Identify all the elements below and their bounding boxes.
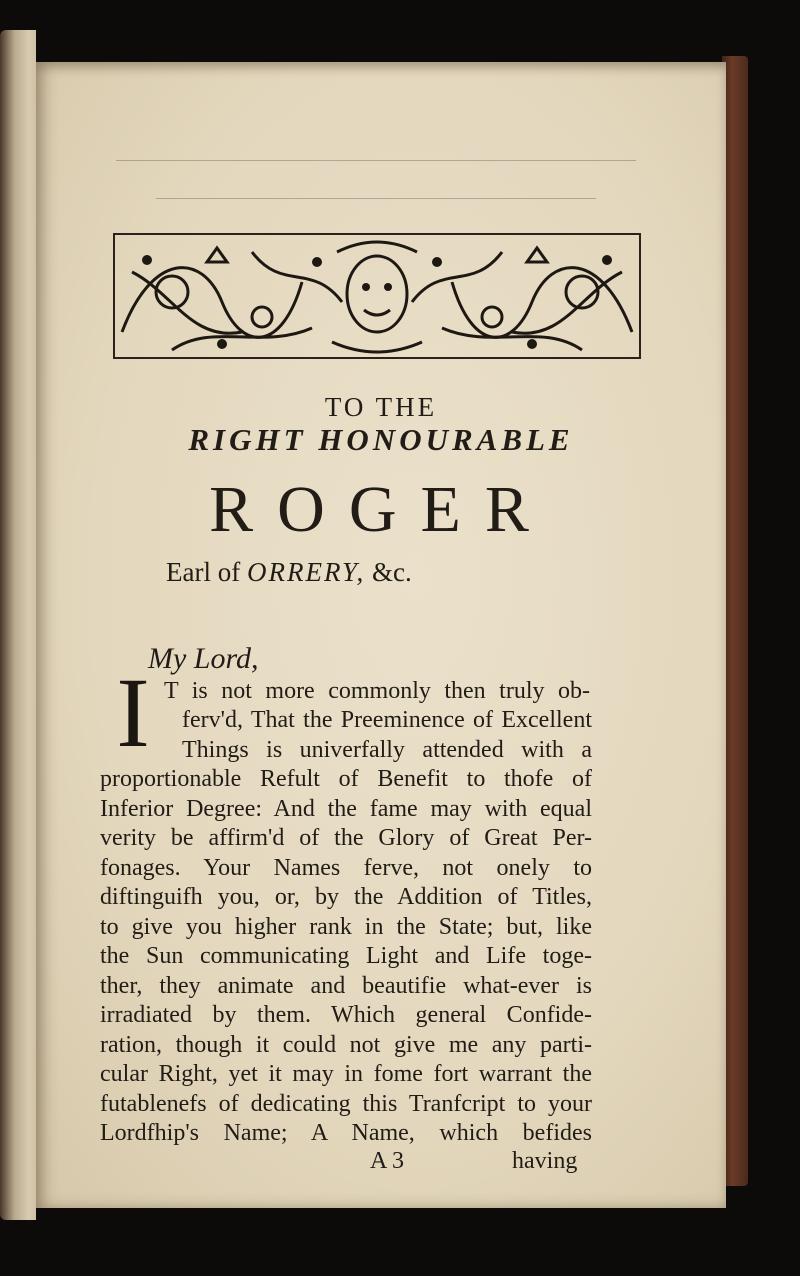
signature-mark: A 3 — [370, 1148, 405, 1174]
body-line: Inferior Degree: And the fame may with equal — [100, 796, 592, 822]
honourable-line: RIGHT HONOURABLE — [188, 422, 574, 457]
earl-label: Earl of — [166, 557, 241, 587]
body-line: Things is univerfally attended with a — [182, 737, 592, 763]
to-the-line: TO THE — [324, 392, 438, 422]
show-through-rule — [156, 198, 596, 199]
body-line: irradiated by them. Which general Confide- — [100, 1002, 592, 1028]
catchword: having — [512, 1148, 578, 1174]
body-line: diftinguifh you, or, by the Addition of Titles, — [100, 884, 592, 910]
body-line: to give you higher rank in the State; but, like — [100, 914, 592, 940]
salutation: My Lord, — [148, 642, 259, 675]
body-line: T is not more commonly then truly ob- — [164, 678, 590, 704]
body-line: fonages. Your Names ferve, not onely to — [100, 855, 592, 881]
etc-abbrev: &c. — [372, 557, 412, 587]
dropcap — [112, 670, 154, 752]
body-line: futablenefs of dedicating this Tranfcript to your — [100, 1091, 592, 1117]
body-line: ther, they animate and beautifie what-ever is — [100, 973, 592, 999]
body-line: proportionable Refult of Benefit to thofe of — [100, 766, 592, 792]
earl-title: ORRERY, — [246, 557, 366, 587]
body-line: ferv'd, That the Preeminence of Excellent — [182, 707, 592, 733]
book-page — [36, 62, 726, 1208]
show-through-rule — [116, 160, 636, 161]
dropcap-letter: I — [116, 670, 150, 752]
floral-headpiece-icon — [112, 232, 642, 360]
earl-line — [166, 557, 412, 588]
dedicatee-name: ROGER — [209, 473, 553, 546]
body-line: cular Right, yet it may in fome fort warrant the — [100, 1061, 592, 1087]
body-line: Lordfhip's Name; A Name, which befides — [100, 1120, 592, 1146]
book-left-edge — [0, 30, 36, 1220]
body-line: ration, though it could not give me any parti- — [100, 1032, 592, 1058]
body-line: the Sun communicating Light and Life toge- — [100, 943, 592, 969]
body-line: verity be affirm'd of the Glory of Great Per- — [100, 825, 592, 851]
